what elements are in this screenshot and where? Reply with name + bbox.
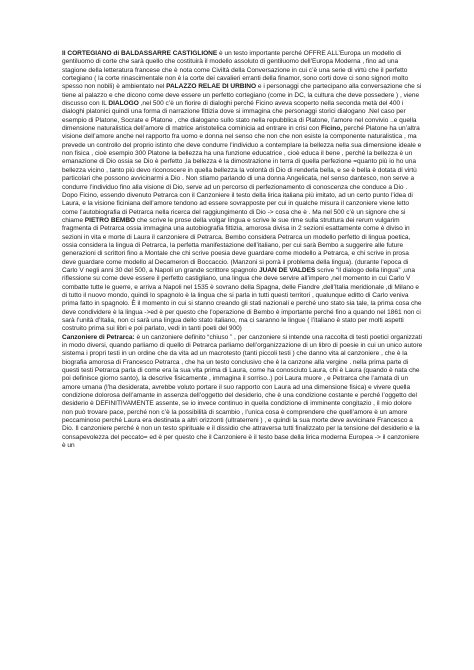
text-run: è un canzoniere definito “chiuso ” , per canzoniere si intende una raccolta di testi poetici organizzati in modo diversi, quando parliamo di quello di Petrarca parliamo dell’organizzazione di un libro di poesie in cui un unico autore sistema i propri testi in un ordine che da vita ad un macrotesto (tanti piccoli testi ) che danno vita al canzoniere , che è la biografia amorosa di Francesco Petrarca , che ha un testo conclusivo che è la canzone alla vergine . nella prima parte di questi testi Petrarca parla di come era la sua vita prima di Laura, come ha conosciuto Laura, chi è Laura (quando è nata che poi definisce giorno santo), la descrive fisicamente , immagina il sorriso..) poi Laura muore , e Petrarca che l’amata di un amore umana (l’ha desiderata, avrebbe voluto portare il suo rapporto con Laura ad una dimensione fisica) e vivere quella condizione dolorosa dell’amante in assenza dell’oggetto del desiderio, che è una condizione costante e perché l’oggetto del desiderio è DEFINITIVAMENTE assente, se io invece continuo in quella condizione di imminente congitazio , il mio dolore non può trovare pace, perché non c’è la possibilità di scambio , l’unica cosa è comprendere che quell’amore è un amore peccaminoso perché Laura era destinata a altri orizzonti (ultraterreni ) , e quindi la sua morte deve avvicinare Francesco a Dio. Il canzoniere perché è non un testo spirituale e il dissidio che attraversa tutti finalizzato per la tensione del desiderio e la consapevolezza del peccato= ed è per questo che il Canzoniere è il testo base della lirica moderna Europea -> il canzoniere è un	[62, 333, 423, 450]
paragraph-1	[62, 192, 424, 334]
paragraph-0	[62, 50, 424, 192]
bold-term: Il CORTEGIANO di BALDASSARRE CASTIGLIONE	[62, 50, 218, 57]
bold-term: DIALOGO	[108, 100, 139, 108]
bold-term: PALAZZO RELAE DI URBINO	[166, 83, 257, 91]
text-run: è un testo importante perché OFFRE ALL’Europa un modello di gentiluomo di corte che sarà quello che costituirà il modello assoluto di gentiluomo dell’Europa Moderna , fino ad una stagione della letteratura francese che è nota come Civiltà della Conversazione in cui c’è una serie di virtù che il perfetto cortegiano ( la corte rinascimentale non è la corte dei cavalieri erranti della finamor, sono corti dove ci sono signori molto spesso non nobili) è ambientato nel	[62, 50, 409, 91]
text-run: che scrive le prose della volgar lingua e scrive le sue rime sulla struttura dei rerum vulgarim fragmenta di Petrarca ossia immagina una autobiografia fittizia, amorosa divisa in 2 sezioni esattamente come è diviso in sezioni in vita e morte di Laura il canzoniere di Petrarca. Bembo considera Petrarca un modello perfetto di lingua poetica, ossia considera la lingua di Petrarca, la perfetta manifestazione dell’italiano, per cui sarà Bembo a suggerire alle future generazioni di scrittori fino a Montale che chi scrive poesia deve guardare come modello a Petrarca, e chi scrive in prosa deve guardare come modello al Decameron di Boccaccio. (Manzoni si porrà il problema della lingua). (durante l’epoca di Carlo V negli anni 30 del 500, a Napoli un grande scrittore spagnolo	[62, 216, 411, 274]
bold-term: Ficino,	[321, 125, 342, 133]
bold-term: Canzoniere di Petrarca:	[62, 333, 135, 341]
paragraph-2	[62, 334, 424, 451]
bold-term: JUAN DE VALDES	[258, 266, 316, 274]
text-run: scrive “il dialogo della lingua” ,una riflessione su come deve essere il perfetto castigliano, una lingua che deve servire all’impero ,nel momento in cui Carlo V combatte tutte le guerre, e arriva a Napoli nel 1535 è sovrano della Spagna, delle Fiandre ,dell’Italia meridionale ,di Milano e di tutto il nuovo mondo, quindi lo spagnolo è la lingua che si parla in tutti questi territori , qualunque editto di Carlo veniva prima fatto in spagnolo. È il momento in cui si stanno creando gli stati nazionali e perché uno stato sia tale, la prima cosa che deve condividere è la lingua ->ed è per questo che l’operazione di Bembo è importante perché fino a quando nel 1861 non ci sarà l’unità d’Italia, non ci sarà una lingua dello stato italiano, ma ci saranno le lingue ( l’italiano è stato per molti aspetti costruito prima sui libri e poi parlato, vedi in tanti poeti del 900)	[62, 266, 422, 333]
text-run: Dopo Ficino, essendo divenuto Petrarca con il Canzoniere il testo della lirica italiana più imitato, ad un certo punto l’idea di Laura, e la visione ficiniana dell’amore tendono ad essere sovrapposte per cui in qualche misura il canzoniere viene letto come l’autobiografia di Petrarca nella ricerca del raggiungimento di Dio -> cosa che è . Ma nel 500 c’è un signore che si chiame	[62, 191, 413, 224]
bold-term: PIETRO BEMBO	[84, 216, 136, 224]
text-run: perché Platone ha un’altra visione dell’amore anche nel rapporto fra uomo e donna nel senso che non che non esiste la componente naturalistica , ma prevede un controllo del proprio istinto che deve condurre l’individuo a contemplare la bellezza nella sua dimensione ideale e non fisica , cioè esempio 300 Platone la bellezza ha una funzione educatrice , cioè educa il bene , perché la bellezza è un emanazione di Dio ossia se Dio è perfetto ,la bellezza è la dimostrazione in terra di quella perfezione =quanto più io ho una bellezza vicino , tanto più devo riconoscere in quella bellezza la volontà di Dio di renderla bella, e se è bella è dotata di virtù particolari che possono avvicinarmi a Dio . Non stiamo parlando di una donna Angelicata, nel senso dantesco, non serve a condurre l’individuo fino alla visione di Dio, serve ad un percorso di perfezionamento di conoscenza che conduce a Dio .	[62, 125, 422, 191]
document-body	[62, 50, 424, 451]
text-run: ,nel 500 c’è un fiorire di dialoghi perché Ficino aveva scoperto nella seconda metà del 400 i dialoghi platonici quindi una forma di narrazione fittizia dove si immagina che personaggi storici dialogano .Nel caso per esempio di Platone, Socrate e Platone , che dialogano sullo stato nella repubblica di Platone, l’amore nel convivio ..e quella dimensione naturalistica dell’amore di matrice aristotelica cominicia ad entrare in crisi con	[62, 100, 417, 133]
text-run: e i personaggi che partecipano alla conversazione che si tiene al palazzo e che dicono come deve essere un perfetto cortegiano (come in DC, la cultura che deve possedere ) , viene discusso con IL	[62, 83, 422, 108]
